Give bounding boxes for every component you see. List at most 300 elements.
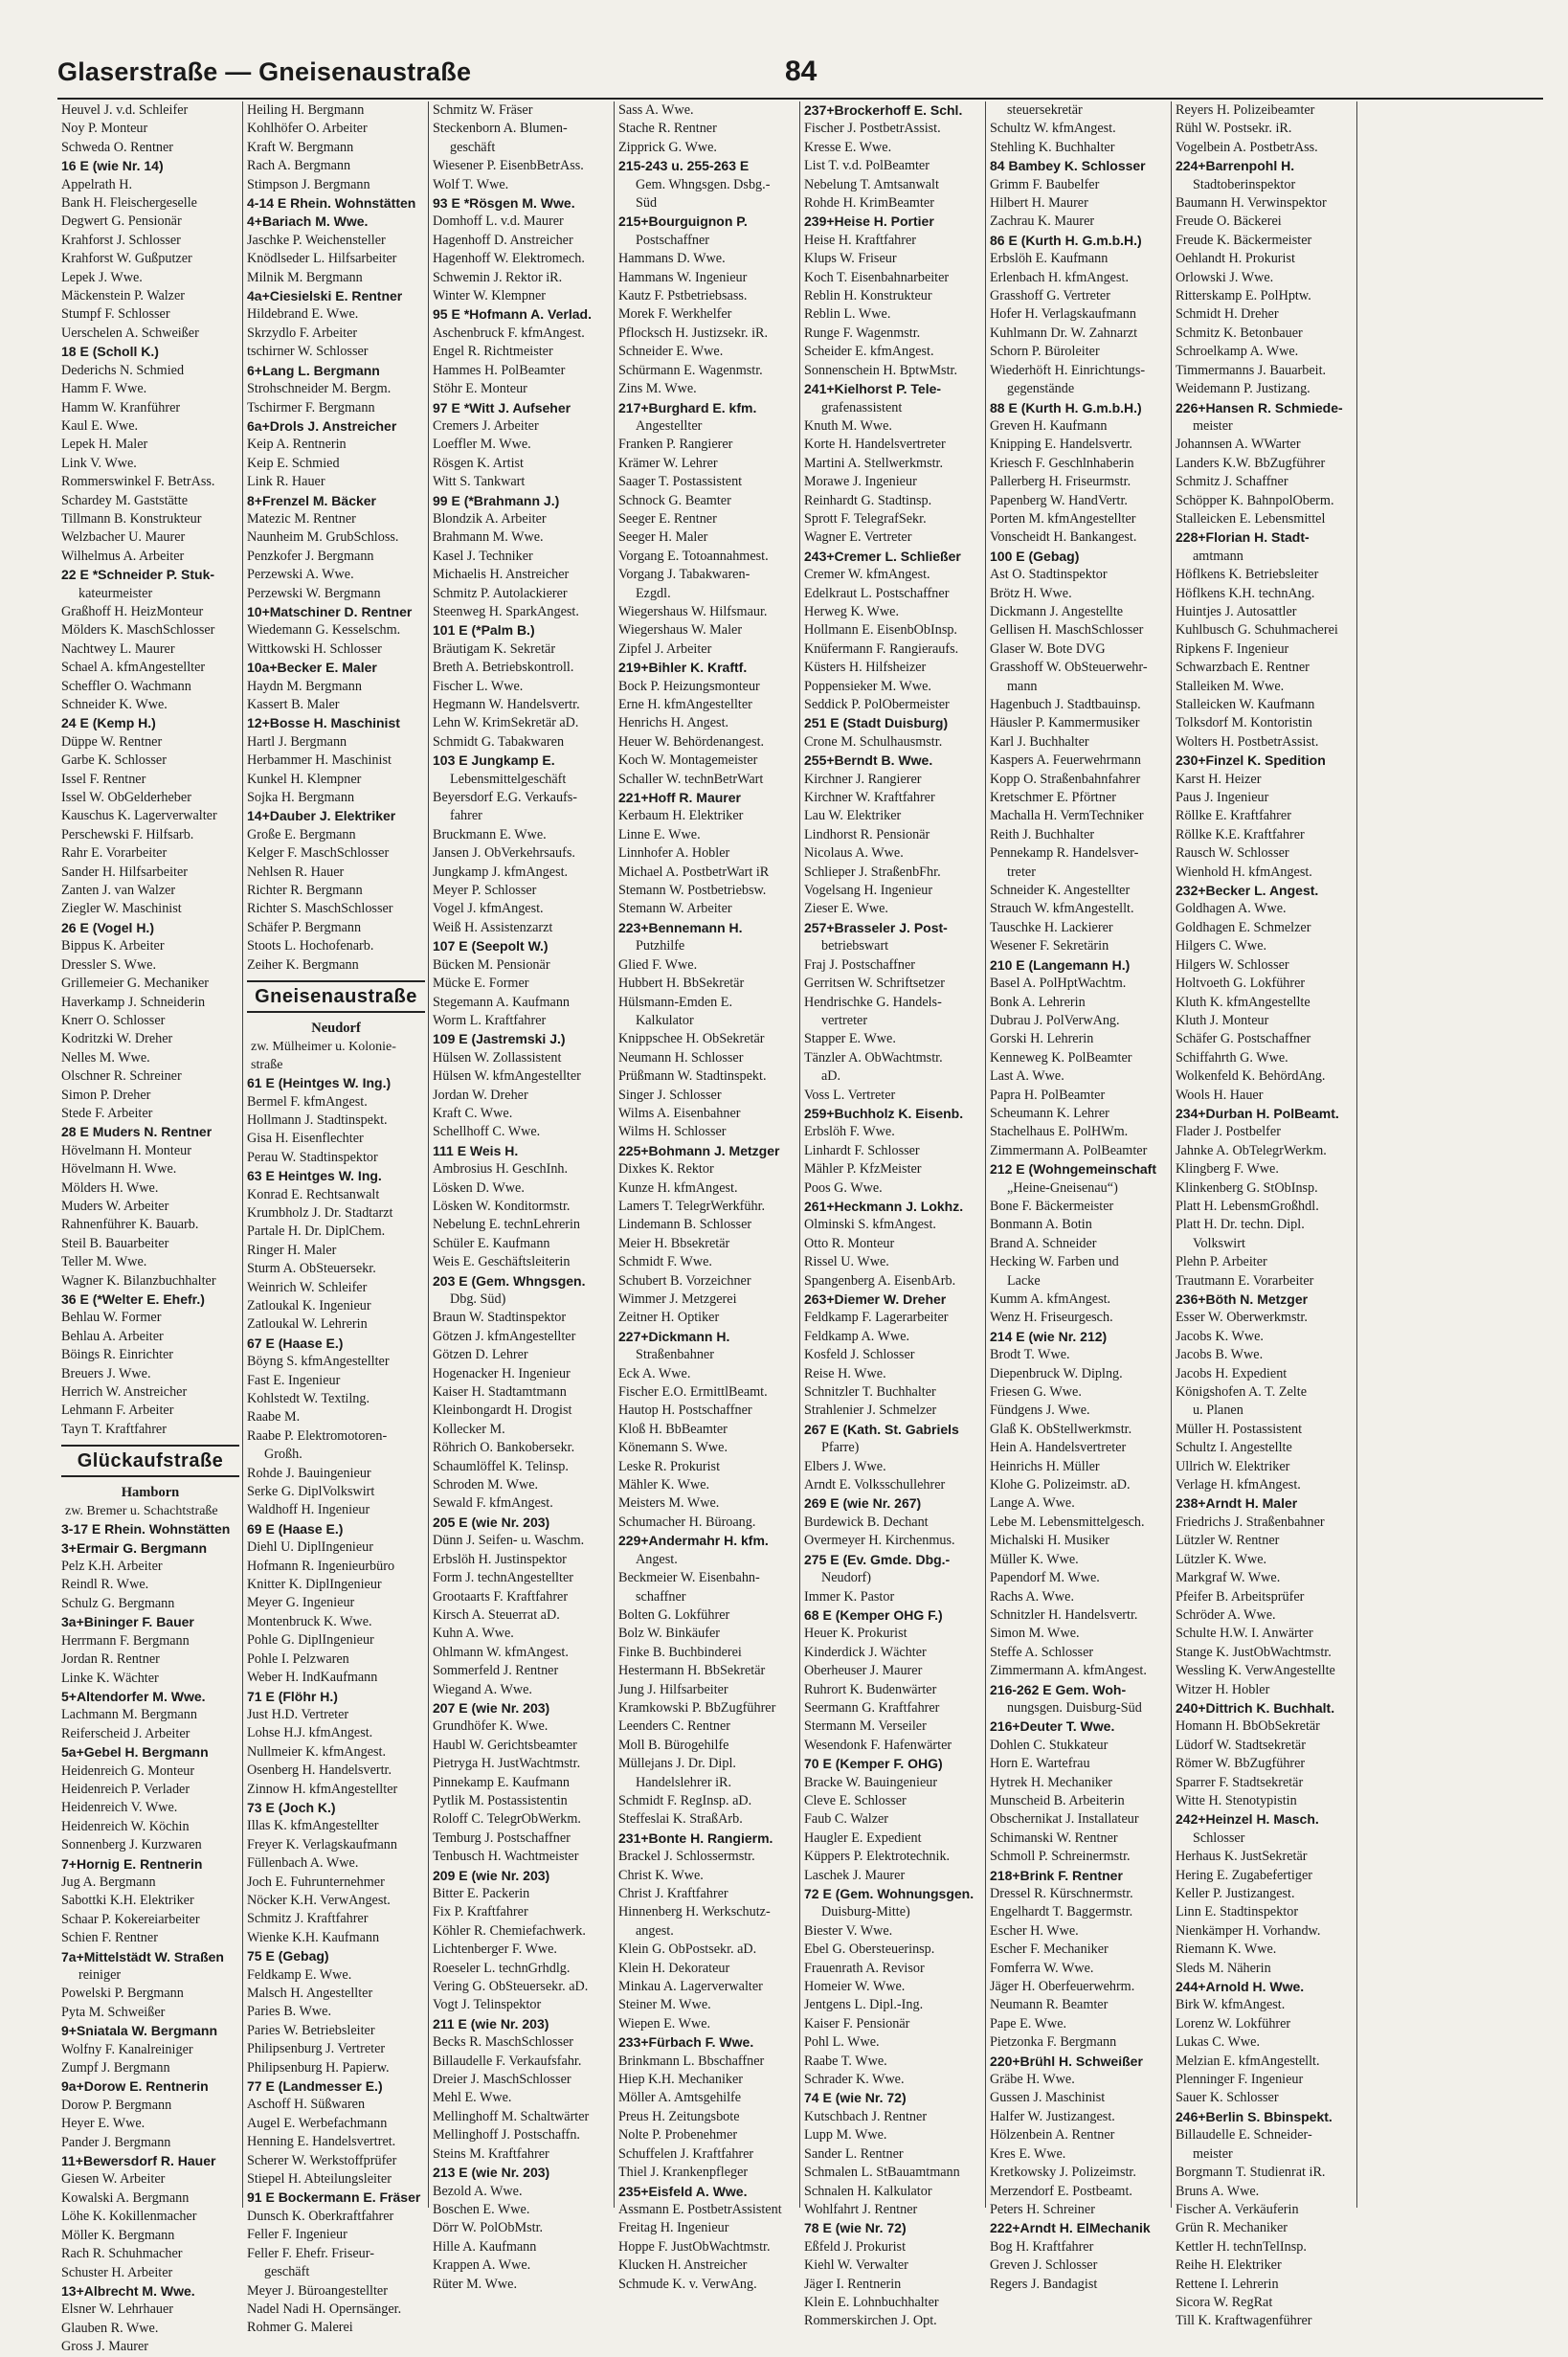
directory-entry: Fraj J. Postschaffner (804, 956, 915, 973)
directory-entry: Wolters H. PostbetrAssist. (1176, 733, 1319, 750)
directory-entry: Füllenbach A. Wwe. (247, 1855, 359, 1872)
directory-entry: Raabe T. Wwe. (804, 2053, 887, 2069)
directory-entry: Heidenreich V. Wwe. (61, 1800, 178, 1816)
directory-entry: Kutschbach J. Rentner (804, 2108, 928, 2124)
directory-entry: Timmermanns J. Bauarbeit. (1176, 362, 1327, 378)
directory-entry: Crone M. Schulhausmstr. (804, 733, 943, 750)
directory-entry: Zachrau K. Maurer (990, 213, 1095, 230)
directory-entry: Heiling H. Bergmann (247, 102, 365, 118)
directory-entry: Simon P. Dreher (61, 1087, 151, 1103)
directory-entry: Pietzonka F. Bergmann (990, 2034, 1117, 2051)
directory-entry: Jentgens L. Dipl.-Ing. (804, 1997, 924, 2013)
directory-entry: Eßfeld J. Prokurist (804, 2238, 907, 2255)
directory-entry: Penzkofer J. Bergmann (247, 548, 374, 564)
directory-entry: Fix P. Kraftfahrer (433, 1904, 528, 1920)
directory-entry: Löhe K. Kokillenmacher (61, 2209, 197, 2225)
entry-continuation: Schlosser (1193, 1829, 1245, 1846)
page-header (57, 56, 1541, 98)
directory-entry: Sprott F. TelegrafSekr. (804, 510, 927, 527)
directory-entry: Reyers H. Polizeibeamter (1176, 102, 1315, 118)
directory-entry: Höflkens K. Betriebsleiter (1176, 567, 1319, 583)
directory-entry: Kerbaum H. Elektriker (618, 808, 744, 824)
directory-entry: Rach R. Schuhmacher (61, 2246, 183, 2262)
directory-entry: Lamers T. TelegrWerkführ. (618, 1198, 766, 1214)
directory-entry: Steiner M. Wwe. (618, 1997, 711, 2013)
directory-entry: Serke G. DiplVolkswirt (247, 1484, 375, 1500)
directory-entry: Klein G. ObPostsekr. aD. (618, 1942, 757, 1958)
directory-entry: Klinkenberg G. StObInsp. (1176, 1179, 1318, 1196)
directory-entry: Arndt E. Volksschullehrer (804, 1477, 946, 1493)
directory-entry: Lehmann F. Arbeiter (61, 1403, 174, 1419)
house-number-entry: 78 E (wie Nr. 72) (804, 2220, 907, 2236)
directory-entry: Jordan W. Dreher (433, 1087, 528, 1103)
directory-entry: Gräbe H. Wwe. (990, 2072, 1075, 2088)
directory-entry: Papendorf M. Wwe. (990, 1570, 1100, 1586)
directory-entry: Hilbert H. Maurer (990, 195, 1088, 212)
directory-entry: Goldhagen A. Wwe. (1176, 901, 1287, 917)
entry-continuation: meister (1193, 417, 1233, 434)
directory-entry: Christ K. Wwe. (618, 1867, 704, 1883)
directory-entry: Fischer E.O. ErmittlBeamt. (618, 1384, 768, 1401)
directory-entry: Sommerfeld J. Rentner (433, 1663, 559, 1679)
directory-entry: Simon M. Wwe. (990, 1626, 1080, 1642)
directory-entry: Hofer H. Verlagskaufmann (990, 306, 1136, 323)
directory-entry: Heyer E. Wwe. (61, 2116, 146, 2132)
directory-entry: Grasshoff W. ObSteuerwehr- (990, 660, 1148, 676)
running-title: Glaserstraße — Gneisenaustraße (57, 57, 472, 86)
directory-entry: Kasel J. Techniker (433, 548, 533, 564)
directory-entry: Kresse E. Wwe. (804, 139, 892, 155)
directory-entry: Bolz W. Binkäufer (618, 1626, 720, 1642)
directory-entry: Joch E. Fuhrunternehmer (247, 1874, 385, 1890)
directory-columns (57, 101, 1543, 2355)
house-number-entry: 36 E (*Welter E. Ehefr.) (61, 1291, 205, 1307)
directory-entry: Müllejans J. Dr. Dipl. (618, 1756, 736, 1772)
house-number-entry: 257+Brasseler J. Post- (804, 919, 948, 935)
directory-entry: Otto R. Monteur (804, 1235, 895, 1251)
directory-entry: Haverkamp J. Schneiderin (61, 994, 206, 1010)
directory-entry: Hildebrand E. Wwe. (247, 306, 359, 323)
house-number-entry: 238+Arndt H. Maler (1176, 1495, 1298, 1512)
house-number-entry: 75 E (Gebag) (247, 1948, 329, 1964)
directory-entry: Kramkowski P. BbZugführer (618, 1699, 776, 1716)
directory-entry: Brahmann M. Wwe. (433, 529, 544, 546)
directory-entry: Gorski H. Lehrerin (990, 1031, 1094, 1047)
directory-entry: Lösken W. Konditormstr. (433, 1198, 571, 1214)
house-number-entry: 13+Albrecht M. Wwe. (61, 2282, 195, 2299)
directory-entry: Obschernikat J. Installateur (990, 1811, 1139, 1828)
directory-entry: Riemann K. Wwe. (1176, 1942, 1277, 1958)
directory-entry: Scherer W. Werkstoffprüfer (247, 2152, 397, 2168)
directory-entry: Brötz H. Wwe. (990, 585, 1072, 601)
directory-entry: Pennekamp R. Handelsver- (990, 845, 1139, 862)
directory-entry: Nicolaus A. Wwe. (804, 845, 904, 862)
directory-entry: Böings R. Einrichter (61, 1347, 174, 1363)
directory-entry: Freitag H. Ingenieur (618, 2220, 729, 2236)
directory-entry: Klein H. Dekorateur (618, 1960, 730, 1976)
directory-entry: Michael A. PostbetrWart iR (618, 864, 770, 880)
directory-entry: Mölders K. MaschSchlosser (61, 622, 215, 639)
directory-entry: Boschen E. Wwe. (433, 2201, 530, 2217)
house-number-entry: 234+Durban H. PolBeamt. (1176, 1105, 1339, 1121)
entry-continuation: Handelslehrer iR. (636, 1774, 732, 1790)
directory-entry: Schien F. Rentner (61, 1930, 158, 1946)
directory-entry: Steins M. Kraftfahrer (433, 2145, 549, 2162)
directory-entry: Krumbholz J. Dr. Stadtarzt (247, 1204, 393, 1221)
house-number-entry: 4+Bariach M. Wwe. (247, 213, 369, 230)
directory-entry: Hammans W. Ingenieur (618, 269, 748, 285)
column-2 (243, 101, 429, 2336)
directory-entry: Kleinbongardt H. Drogist (433, 1403, 572, 1419)
directory-entry: Schnock G. Beamter (618, 492, 731, 508)
directory-entry: Reihe H. Elektriker (1176, 2257, 1282, 2274)
directory-entry: Nolte P. Probenehmer (618, 2127, 738, 2144)
directory-entry: Wagner E. Vertreter (804, 529, 912, 546)
directory-entry: Stange K. JustObWachtmstr. (1176, 1644, 1332, 1660)
directory-entry: Karl J. Buchhalter (990, 733, 1089, 750)
directory-entry: Fündgens J. Wwe. (990, 1403, 1090, 1419)
directory-entry: Faub C. Walzer (804, 1811, 889, 1828)
directory-entry: Haubl W. Gerichtsbeamter (433, 1737, 577, 1753)
directory-entry: Perzewski A. Wwe. (247, 567, 354, 583)
directory-entry: Schröder A. Wwe. (1176, 1606, 1276, 1623)
directory-entry: Mellinghoff J. Postschaffn. (433, 2127, 580, 2144)
directory-entry: Cremers J. Arbeiter (433, 417, 539, 434)
house-number-entry: 4a+Ciesielski E. Rentner (247, 288, 403, 304)
directory-entry: Jacobs K. Wwe. (1176, 1328, 1264, 1344)
directory-entry: Kaspers A. Feuerwehrmann (990, 752, 1141, 769)
entry-continuation: angest. (636, 1922, 674, 1939)
directory-entry: Bruns A. Wwe. (1176, 2183, 1260, 2199)
house-number-entry: 222+Arndt H. ElMechanik (990, 2220, 1151, 2236)
house-number-entry: 225+Bohmann J. Metzger (618, 1142, 780, 1158)
entry-continuation: fahrer (450, 808, 482, 824)
directory-entry: Nadel Nadi H. Opernsänger. (247, 2301, 402, 2317)
directory-entry: Schmidt F. RegInsp. aD. (618, 1792, 752, 1808)
directory-entry: Lange A. Wwe. (990, 1495, 1075, 1512)
house-number-entry: 101 E (*Palm B.) (433, 622, 535, 639)
entry-continuation: meister (1193, 2145, 1233, 2162)
directory-entry: Pyta M. Schweißer (61, 2004, 166, 2020)
directory-entry: Bitter E. Packerin (433, 1886, 530, 1901)
directory-entry: Rausch W. Schlosser (1176, 845, 1289, 862)
directory-entry: Seeger H. Maler (618, 529, 708, 546)
house-number-entry: 212 E (Wohngemeinschaft (990, 1161, 1157, 1178)
directory-entry: Landers K.W. BbZugführer (1176, 455, 1326, 471)
directory-entry: Bracke W. Bauingenieur (804, 1774, 938, 1790)
directory-entry: Billaudelle F. Verkaufsfahr. (433, 2053, 582, 2069)
house-number-entry: 220+Brühl H. Schweißer (990, 2053, 1143, 2069)
directory-entry: Matezic M. Rentner (247, 510, 356, 527)
directory-entry: Wienke K.H. Kaufmann (247, 1929, 380, 1945)
directory-entry: Bräutigam K. Sekretär (433, 640, 556, 657)
house-number-entry: 71 E (Flöhr H.) (247, 1688, 338, 1704)
directory-entry: Lohse H.J. kfmAngest. (247, 1725, 373, 1741)
directory-entry: Eck A. Wwe. (618, 1365, 691, 1381)
directory-entry: Vorgang J. Tabakwaren- (618, 567, 750, 583)
directory-entry: Ebel G. Obersteuerinsp. (804, 1942, 935, 1958)
column-5 (800, 101, 986, 2329)
directory-entry: Knüfermann F. Rangieraufs. (804, 640, 959, 657)
directory-entry: Bank H. Fleischergeselle (61, 195, 197, 212)
directory-entry: Bone F. Bäckermeister (990, 1198, 1114, 1214)
directory-entry: Vorgang E. Totoannahmest. (618, 548, 769, 564)
directory-entry: Melzian E. kfmAngestellt. (1176, 2053, 1320, 2069)
street-heading: Gneisenaustraße (247, 980, 425, 1013)
directory-entry: Pytlik M. Postassistentin (433, 1792, 568, 1808)
house-number-entry: 16 E (wie Nr. 14) (61, 158, 164, 174)
directory-entry: Form J. technAngestellter (433, 1570, 573, 1586)
directory-entry: Vogel J. kfmAngest. (433, 901, 544, 917)
directory-entry: Hilgers W. Schlosser (1176, 956, 1289, 973)
directory-entry: Wilms H. Schlosser (618, 1124, 727, 1140)
directory-entry: Herweg K. Wwe. (804, 603, 900, 619)
directory-entry: Klingberg F. Wwe. (1176, 1161, 1279, 1178)
directory-entry: Schmidt F. Wwe. (618, 1254, 712, 1270)
directory-entry: Kopp O. Straßenbahnfahrer (990, 771, 1141, 787)
directory-entry: Olschner R. Schreiner (61, 1068, 182, 1085)
directory-entry: Wilhelmus A. Arbeiter (61, 548, 185, 564)
directory-entry: Breth A. Betriebskontroll. (433, 660, 574, 676)
directory-entry: Hövelmann H. Wwe. (61, 1161, 177, 1178)
directory-entry: Schmalen L. StBauamtmann (804, 2165, 960, 2181)
directory-entry: Dörr W. PolObMstr. (433, 2220, 544, 2236)
directory-entry: Kaiser F. Pensionär (804, 2015, 910, 2032)
directory-entry: Seermann G. Kraftfahrer (804, 1699, 940, 1716)
entry-continuation: reiniger (78, 1967, 122, 1983)
directory-entry: Hestermann H. BbSekretär (618, 1663, 766, 1679)
directory-entry: Zeitner H. Optiker (618, 1310, 720, 1326)
directory-entry: Franken P. Rangierer (618, 437, 733, 453)
directory-entry: Greven H. Kaufmann (990, 417, 1108, 434)
directory-entry: Hautop H. Postschaffner (618, 1403, 752, 1419)
directory-entry: Lepek H. Maler (61, 437, 148, 453)
directory-entry: Herhaus K. JustSekretär (1176, 1849, 1308, 1865)
directory-entry: Stache R. Rentner (618, 121, 717, 137)
directory-entry: Herrmann F. Bergmann (61, 1632, 190, 1649)
directory-entry: Klohe G. Polizeimstr. aD. (990, 1477, 1131, 1493)
directory-entry: Schürmann E. Wagenmstr. (618, 362, 763, 378)
directory-entry: Pohle G. DiplIngenieur (247, 1632, 374, 1649)
directory-entry: Preus H. Zeitungsbote (618, 2108, 740, 2124)
house-number-entry: 68 E (Kemper OHG F.) (804, 1606, 943, 1623)
directory-entry: Mehl E. Wwe. (433, 2090, 512, 2106)
directory-entry: Schmitz P. Autolackierer (433, 585, 568, 601)
entry-continuation: Stadtoberinspektor (1193, 176, 1296, 192)
directory-entry: Paries W. Betriebsleiter (247, 2022, 375, 2038)
directory-entry: Kriesch F. Geschlnhaberin (990, 455, 1134, 471)
directory-entry: Papenberg W. HandVertr. (990, 492, 1128, 508)
directory-entry: Dreier J. MaschSchlosser (433, 2072, 571, 2088)
house-number-entry: 255+Berndt B. Wwe. (804, 752, 933, 769)
directory-entry: Köhler R. Chemiefachwerk. (433, 1922, 586, 1939)
directory-entry: Schael A. kfmAngestellter (61, 660, 206, 676)
directory-entry: Frauenrath A. Revisor (804, 1960, 925, 1976)
directory-entry: Skrzydlo F. Arbeiter (247, 325, 358, 341)
house-number-entry: 22 E *Schneider P. Stuk- (61, 567, 215, 583)
directory-entry: Hofmann R. Ingenieurbüro (247, 1558, 395, 1574)
directory-entry: Tenbusch H. Wachtmeister (433, 1849, 579, 1865)
directory-entry: Appelrath H. (61, 176, 133, 192)
directory-entry: Jordan R. Rentner (61, 1651, 160, 1668)
directory-entry: Papra H. PolBeamter (990, 1087, 1106, 1103)
directory-entry: Kohlhöfer O. Arbeiter (247, 121, 368, 137)
entry-continuation: kateurmeister (78, 585, 153, 601)
directory-entry: Krahforst J. Schlosser (61, 232, 181, 248)
directory-entry: Vogelbein A. PostbetrAss. (1176, 139, 1318, 155)
directory-entry: Saager T. Postassistent (618, 474, 743, 490)
directory-entry: Jahnke A. ObTelegrWerkm. (1176, 1142, 1327, 1158)
directory-entry: Hecking W. Farben und (990, 1254, 1119, 1270)
directory-entry: Link R. Hauer (247, 474, 325, 490)
directory-entry: Tillmann B. Konstrukteur (61, 510, 202, 527)
directory-entry: Fomferra W. Wwe. (990, 1960, 1094, 1976)
entry-continuation: Pfarre) (821, 1440, 860, 1456)
directory-entry: Bermel F. kfmAngest. (247, 1093, 368, 1110)
directory-entry: Sojka H. Bergmann (247, 790, 355, 806)
directory-entry: Götzen J. kfmAngestellter (433, 1328, 576, 1344)
directory-entry: Birk W. kfmAngest. (1176, 1997, 1286, 2013)
directory-entry: Weber H. IndKaufmann (247, 1670, 378, 1686)
house-number-entry: 26 E (Vogel H.) (61, 919, 154, 935)
directory-entry: Hering E. Zugabefertiger (1176, 1867, 1312, 1883)
directory-entry: Schmitz K. Betonbauer (1176, 325, 1303, 341)
house-number-entry: 239+Heise H. Portier (804, 213, 934, 230)
house-number-entry: 11+Bewersdorf R. Hauer (61, 2153, 216, 2169)
directory-entry: Milnik M. Bergmann (247, 269, 363, 285)
directory-entry: Glaser W. Bote DVG (990, 640, 1106, 657)
directory-entry: Pallerberg H. Friseurmstr. (990, 474, 1131, 490)
directory-entry: Heuvel J. v.d. Schleifer (61, 102, 189, 118)
directory-entry: Lebe M. Lebensmittelgesch. (990, 1514, 1145, 1530)
directory-entry: Aschoff H. Süßwaren (247, 2097, 366, 2113)
directory-entry: Hartl J. Bergmann (247, 733, 347, 750)
house-number-entry: 8+Frenzel M. Bäcker (247, 492, 377, 508)
directory-entry: Wagner K. Bilanzbuchhalter (61, 1272, 216, 1289)
directory-entry: Schulte H.W. I. Anwärter (1176, 1626, 1313, 1642)
directory-entry: Hülsen W. kfmAngestellter (433, 1068, 581, 1085)
directory-entry: Sander L. Rentner (804, 2145, 904, 2162)
house-number-entry: 28 E Muders N. Rentner (61, 1124, 213, 1140)
directory-entry: Brinkmann L. Bbschaffner (618, 2053, 765, 2069)
house-number-entry: 240+Dittrich K. Buchhalt. (1176, 1699, 1335, 1716)
directory-entry: Stegemann A. Kaufmann (433, 994, 571, 1010)
house-number-entry: 91 E Bockermann E. Fräser (247, 2189, 421, 2206)
directory-entry: Meisters M. Wwe. (618, 1495, 720, 1512)
directory-entry: Kenneweg K. PolBeamter (990, 1049, 1132, 1066)
directory-entry: Lau W. Elektriker (804, 808, 902, 824)
directory-entry: Behlau W. Former (61, 1310, 162, 1326)
house-number-entry: 6+Lang L. Bergmann (247, 362, 380, 378)
directory-entry: Kollecker M. (433, 1421, 505, 1437)
directory-entry: Schorn P. Büroleiter (990, 344, 1100, 360)
directory-entry: Mähler P. KfzMeister (804, 1161, 922, 1178)
directory-entry: Schäfer G. Postschaffner (1176, 1031, 1311, 1047)
directory-entry: Linnhofer A. Hobler (618, 845, 730, 862)
house-number-entry: 14+Dauber J. Elektriker (247, 808, 396, 824)
directory-entry: Vonscheidt H. Bankangest. (990, 529, 1137, 546)
directory-entry: Porten M. kfmAngestellter (990, 510, 1136, 527)
directory-entry: Hogenacker H. Ingenieur (433, 1365, 571, 1381)
column-8 (1357, 101, 1543, 2208)
directory-entry: Schnitzler T. Buchhalter (804, 1384, 936, 1401)
house-number-entry: 251 E (Stadt Duisburg) (804, 715, 949, 731)
house-number-entry: 99 E (*Brahmann J.) (433, 492, 560, 508)
directory-entry: Knuth M. Wwe. (804, 417, 892, 434)
directory-entry: Feldkamp A. Wwe. (804, 1328, 910, 1344)
house-number-entry: 10+Matschiner D. Rentner (247, 603, 413, 619)
directory-entry: Nienkämper H. Vorhandw. (1176, 1922, 1321, 1939)
directory-entry: Runge F. Wagenmstr. (804, 325, 921, 341)
house-number-entry: 72 E (Gem. Wohnungsgen. (804, 1886, 974, 1901)
directory-entry: Karst H. Heizer (1176, 771, 1262, 787)
street-location-note: zw. Bremer u. Schachtstraße (65, 1504, 218, 1519)
house-number-entry: 269 E (wie Nr. 267) (804, 1495, 922, 1512)
directory-entry: Kunkel H. Klempner (247, 771, 362, 787)
directory-entry: Stimpson J. Bergmann (247, 176, 370, 192)
directory-entry: Kiehl W. Verwalter (804, 2257, 908, 2274)
directory-entry: Garbe K. Schlosser (61, 752, 167, 769)
directory-entry: Roeseler L. technGrhdlg. (433, 1960, 571, 1976)
directory-entry: Worm L. Kraftfahrer (433, 1012, 547, 1028)
directory-entry: Hagenhoff W. Elektromech. (433, 251, 585, 267)
directory-entry: Grasshoff G. Vertreter (990, 288, 1110, 304)
entry-continuation: Kalkulator (636, 1012, 694, 1028)
directory-entry: Bock P. Heizungsmonteur (618, 678, 760, 694)
house-number-entry: 214 E (wie Nr. 212) (990, 1328, 1108, 1344)
directory-entry: Wiegershaus W. Maler (618, 622, 743, 639)
house-number-entry: 5+Altendorfer M. Wwe. (61, 1688, 206, 1704)
column-6 (986, 101, 1172, 2292)
house-number-entry: 246+Berlin S. Bbinspekt. (1176, 2108, 1333, 2124)
directory-entry: Reinhardt G. Stadtinsp. (804, 492, 932, 508)
directory-entry: Dickmann J. Angestellte (990, 603, 1124, 619)
directory-entry: Ringer H. Maler (247, 1242, 337, 1258)
directory-entry: Haydn M. Bergmann (247, 678, 362, 694)
house-number-entry: 261+Heckmann J. Lokhz. (804, 1198, 964, 1214)
house-number-entry: 86 E (Kurth H. G.m.b.H.) (990, 232, 1142, 248)
directory-entry: Blondzik A. Arbeiter (433, 510, 547, 527)
directory-entry: Rahnenführer K. Bauarb. (61, 1217, 199, 1233)
directory-entry: Stapper E. Wwe. (804, 1031, 896, 1047)
directory-entry: Partale H. Dr. DiplChem. (247, 1223, 386, 1240)
directory-entry: Heinrichs H. Müller (990, 1458, 1100, 1474)
directory-entry: Lindhorst R. Pensionär (804, 826, 930, 842)
entry-continuation: treter (1007, 864, 1036, 880)
directory-entry: Konrad E. Rechtsanwalt (247, 1186, 380, 1202)
directory-entry: Kuhn A. Wwe. (433, 1626, 514, 1642)
directory-entry: Strauch W. kfmAngestellt. (990, 901, 1134, 917)
directory-entry: Montenbruck K. Wwe. (247, 1613, 372, 1629)
directory-entry: tschirner W. Schlosser (247, 344, 369, 360)
directory-entry: Rühl W. Postsekr. iR. (1176, 121, 1292, 137)
directory-entry: Schmoll P. Schreinermstr. (990, 1849, 1131, 1865)
directory-entry: Zeiher K. Bergmann (247, 956, 359, 973)
directory-entry: Naunheim M. GrubSchloss. (247, 529, 399, 546)
directory-entry: Wilms A. Eisenbahner (618, 1105, 741, 1121)
directory-entry: Tayn T. Kraftfahrer (61, 1421, 167, 1437)
directory-entry: Moll B. Bürogehilfe (618, 1737, 729, 1753)
directory-entry: Dressel R. Kürschnermstr. (990, 1886, 1133, 1901)
directory-entry: Schmitz W. Fräser (433, 102, 533, 118)
directory-entry: Freude O. Bäckerei (1176, 213, 1282, 230)
directory-entry: Koch T. Eisenbahnarbeiter (804, 269, 950, 285)
house-number-entry: 221+Hoff R. Maurer (618, 790, 741, 806)
entry-continuation: Duisburg-Mitte) (821, 1904, 910, 1920)
directory-entry: Jacobs B. Wwe. (1176, 1347, 1264, 1363)
directory-entry: Knitter K. DiplIngenieur (247, 1577, 382, 1593)
directory-entry: Rohde H. KrimBeamter (804, 195, 934, 212)
